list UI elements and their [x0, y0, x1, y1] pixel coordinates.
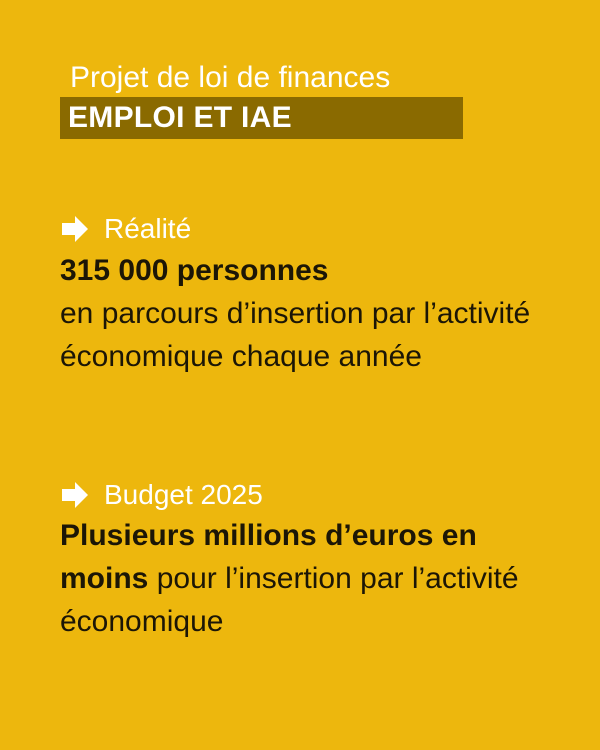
- section-realite-label-text: Réalité: [104, 213, 192, 244]
- section-budget-label: [60, 478, 263, 512]
- header-title: EMPLOI ET IAE: [68, 101, 292, 134]
- section-budget-headline: Plusieurs millions d’euros en moins: [60, 519, 477, 595]
- section-budget-text: [60, 514, 540, 643]
- section-realite-headline: 315 000 personnes: [60, 254, 329, 287]
- header-subtitle: Projet de loi de finances: [70, 61, 391, 94]
- arrow-right-icon: [60, 214, 90, 244]
- arrow-right-icon: [60, 480, 90, 510]
- section-realite-label: [60, 212, 191, 246]
- section-realite-body: en parcours d’insertion par l’activité économique chaque année: [60, 297, 531, 373]
- section-realite-text: [60, 249, 540, 378]
- section-budget-label-text: Budget 2025: [104, 479, 263, 510]
- section-budget-body: pour l’insertion par l’activité économique: [60, 562, 519, 638]
